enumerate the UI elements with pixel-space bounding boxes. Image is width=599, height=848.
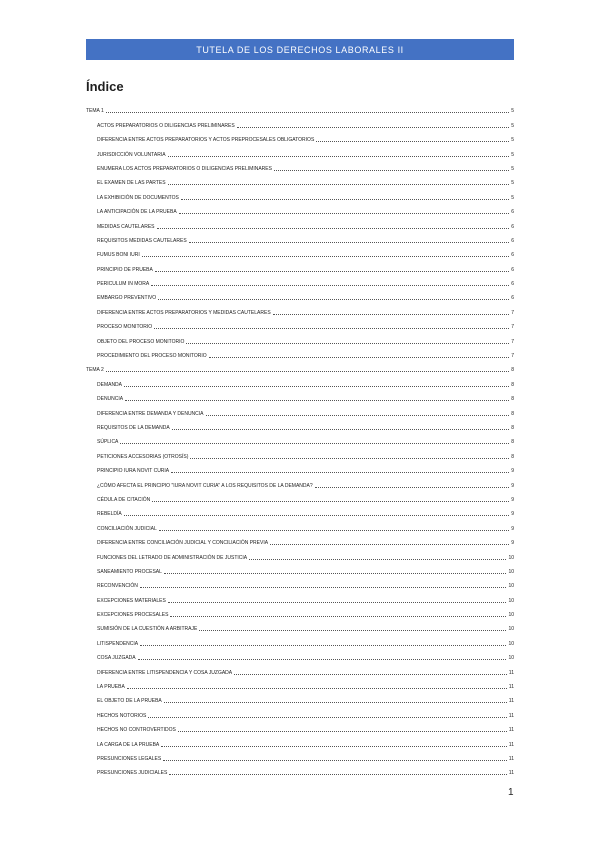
toc-section-entry[interactable] [86, 316, 514, 330]
toc-section-entry[interactable] [86, 561, 514, 575]
toc-entry-page: 11 [508, 684, 514, 691]
toc-dot-leader [190, 458, 509, 459]
toc-section-entry[interactable] [86, 719, 514, 733]
toc-entry-page: 11 [508, 741, 514, 748]
toc-dot-leader [142, 256, 509, 257]
toc-dot-leader [124, 515, 509, 516]
toc-dot-leader [161, 746, 507, 747]
toc-entry-label: DIFERENCIA ENTRE CONCILIACIÓN JUDICIAL Y CONCILIACIÓN PREVIA [97, 540, 269, 547]
toc-entry-page: 7 [511, 309, 514, 316]
toc-entry-page: 7 [511, 338, 514, 345]
toc-entry-page: 11 [508, 669, 514, 676]
toc-section-entry[interactable] [86, 215, 514, 229]
toc-section-entry[interactable] [86, 575, 514, 589]
toc-section-entry[interactable] [86, 589, 514, 603]
toc-entry-label: DIFERENCIA ENTRE ACTOS PREPARATORIOS Y ACTOS PREPROCESALES OBLIGATORIOS [97, 137, 315, 144]
toc-section-entry[interactable] [86, 330, 514, 344]
toc-entry-label: ACTOS PREPARATORIOS O DILIGENCIAS PRELIMINARES [97, 122, 235, 129]
toc-entry-label: CONCILIACIÓN JUDICIAL [97, 525, 157, 532]
toc-entry-page: 9 [511, 482, 514, 489]
toc-dot-leader [249, 559, 506, 560]
toc-section-entry[interactable] [86, 158, 514, 172]
toc-entry-label: DIFERENCIA ENTRE LITISPENDENCIA Y COSA JUZGADA [97, 669, 233, 676]
toc-entry-page: 8 [511, 381, 514, 388]
toc-entry-label: TEMA 1 [86, 108, 104, 115]
toc-entry-page: 6 [511, 252, 514, 259]
toc-section-entry[interactable] [86, 704, 514, 718]
toc-entry-label: LA PRUEBA [97, 684, 125, 691]
toc-dot-leader [206, 415, 510, 416]
toc-section-entry[interactable] [86, 690, 514, 704]
page-number: 1 [508, 787, 514, 798]
toc-dot-leader [315, 487, 510, 488]
toc-section-entry[interactable] [86, 474, 514, 488]
toc-entry-page: 9 [511, 540, 514, 547]
toc-entry-page: 6 [511, 209, 514, 216]
toc-section-entry[interactable] [86, 345, 514, 359]
toc-entry-label: PRINCIPIO DE PRUEBA [97, 266, 153, 273]
toc-entry-page: 5 [511, 165, 514, 172]
toc-dot-leader [186, 343, 509, 344]
toc-dot-leader [106, 371, 509, 372]
toc-entry-label: DEMANDA [97, 381, 123, 388]
toc-entry-page: 8 [511, 439, 514, 446]
toc-dot-leader [151, 285, 509, 286]
toc-dot-leader [181, 199, 509, 200]
toc-entry-label: PETICIONES ACCESORIAS (OTROSÍS) [97, 453, 189, 460]
toc-entry-label: REBELDÍA [97, 511, 122, 518]
toc-entry-label: SUMISIÓN DE LA CUESTIÓN A ARBITRAJE [97, 626, 198, 633]
running-header-bar [86, 39, 514, 60]
toc-dot-leader [179, 213, 510, 214]
toc-dot-leader [168, 184, 510, 185]
toc-entry-page: 10 [508, 554, 514, 561]
toc-section-entry[interactable] [86, 532, 514, 546]
toc-entry-page: 6 [511, 281, 514, 288]
toc-section-entry[interactable] [86, 230, 514, 244]
toc-entry-label: LA ANTICIPACIÓN DE LA PRUEBA [97, 209, 177, 216]
toc-entry-page: 9 [511, 525, 514, 532]
toc-dot-leader [234, 674, 507, 675]
toc-entry-page: 11 [508, 755, 514, 762]
toc-section-entry[interactable] [86, 301, 514, 315]
toc-dot-leader [274, 170, 509, 171]
toc-entry-label: PROCEDIMIENTO DEL PROCESO MONITORIO [97, 353, 207, 360]
toc-entry-page: 8 [511, 396, 514, 403]
toc-dot-leader [157, 228, 510, 229]
toc-entry-page: 10 [508, 597, 514, 604]
toc-section-entry[interactable] [86, 417, 514, 431]
toc-dot-leader [164, 573, 507, 574]
toc-dot-leader [140, 645, 506, 646]
toc-entry-page: 8 [511, 367, 514, 374]
toc-entry-label: EMBARGO PREVENTIVO [97, 295, 157, 302]
toc-entry-label: HECHOS NOTORIOS [97, 712, 147, 719]
toc-entry-page: 8 [511, 410, 514, 417]
toc-entry-page: 11 [508, 727, 514, 734]
toc-entry-label: PERICULUM IN MORA [97, 281, 150, 288]
toc-section-entry[interactable] [86, 258, 514, 272]
toc-entry-page: 9 [511, 468, 514, 475]
toc-entry-label: PRESUNCIONES LEGALES [97, 755, 162, 762]
toc-dot-leader [120, 443, 509, 444]
toc-entry-page: 10 [508, 626, 514, 633]
toc-dot-leader [154, 328, 509, 329]
toc-entry-label: EL EXAMEN DE LAS PARTES [97, 180, 166, 187]
toc-entry-page: 6 [511, 266, 514, 273]
toc-entry-page: 5 [511, 151, 514, 158]
toc-section-entry[interactable] [86, 661, 514, 675]
toc-entry-page: 9 [511, 496, 514, 503]
table-of-contents [86, 100, 514, 776]
toc-entry-page: 6 [511, 295, 514, 302]
toc-section-entry[interactable] [86, 489, 514, 503]
toc-entry-label: TEMA 2 [86, 367, 104, 374]
toc-entry-label: OBJETO DEL PROCESO MONITORIO [97, 338, 185, 345]
toc-entry-label: MEDIDAS CAUTELARES [97, 223, 155, 230]
toc-entry-page: 8 [511, 424, 514, 431]
toc-section-entry[interactable] [86, 143, 514, 157]
toc-section-entry[interactable] [86, 676, 514, 690]
toc-entry-page: 10 [508, 640, 514, 647]
toc-section-entry[interactable] [86, 445, 514, 459]
toc-entry-page: 5 [511, 180, 514, 187]
toc-entry-label: EL OBJETO DE LA PRUEBA [97, 698, 162, 705]
toc-entry-label: ¿CÓMO AFECTA EL PRINCIPIO "IURA NOVIT CURIA" A LOS REQUISITOS DE LA DEMANDA? [97, 482, 313, 489]
toc-section-entry[interactable] [86, 503, 514, 517]
toc-entry-page: 7 [511, 353, 514, 360]
toc-dot-leader [237, 127, 510, 128]
toc-entry-label: REQUISITOS MEDIDAS CAUTELARES [97, 237, 187, 244]
toc-section-entry[interactable] [86, 388, 514, 402]
toc-dot-leader [140, 587, 507, 588]
toc-entry-label: PROCESO MONITORIO [97, 324, 153, 331]
toc-section-entry[interactable] [86, 244, 514, 258]
toc-entry-page: 9 [511, 511, 514, 518]
toc-dot-leader [189, 242, 510, 243]
toc-dot-leader [164, 702, 507, 703]
toc-section-entry[interactable] [86, 517, 514, 531]
toc-chapter-entry[interactable] [86, 100, 514, 114]
toc-entry-label: LA EXHIBICIÓN DE DOCUMENTOS [97, 194, 179, 201]
toc-dot-leader [316, 141, 509, 142]
toc-section-entry[interactable] [86, 129, 514, 143]
toc-section-entry[interactable] [86, 402, 514, 416]
toc-dot-leader [172, 429, 510, 430]
toc-entry-label: SANEAMIENTO PROCESAL [97, 568, 162, 575]
toc-section-entry[interactable] [86, 201, 514, 215]
toc-entry-page: 5 [511, 194, 514, 201]
toc-entry-label: RECONVENCIÓN [97, 583, 138, 590]
toc-dot-leader [270, 544, 509, 545]
toc-entry-label: JURISDICCIÓN VOLUNTARIA [97, 151, 166, 158]
toc-entry-label: COSA JUZGADA [97, 655, 136, 662]
toc-section-entry[interactable] [86, 431, 514, 445]
toc-chapter-entry[interactable] [86, 359, 514, 373]
toc-dot-leader [163, 760, 507, 761]
toc-entry-label: DENUNCIA [97, 396, 124, 403]
toc-dot-leader [168, 156, 510, 157]
toc-section-entry[interactable] [86, 546, 514, 560]
toc-entry-label: EXCEPCIONES MATERIALES [97, 597, 166, 604]
toc-entry-page: 7 [511, 324, 514, 331]
toc-dot-leader [138, 659, 507, 660]
toc-dot-leader [148, 717, 506, 718]
toc-entry-label: EXCEPCIONES PROCESALES [97, 612, 169, 619]
toc-dot-leader [152, 501, 509, 502]
toc-entry-page: 6 [511, 223, 514, 230]
toc-entry-label: FUMUS BONI IURI [97, 252, 140, 259]
toc-entry-page: 10 [508, 583, 514, 590]
toc-entry-label: REQUISITOS DE LA DEMANDA [97, 424, 170, 431]
toc-entry-page: 10 [508, 568, 514, 575]
toc-section-entry[interactable] [86, 647, 514, 661]
toc-heading: Índice [86, 79, 124, 94]
toc-dot-leader [158, 299, 509, 300]
toc-section-entry[interactable] [86, 604, 514, 618]
toc-entry-page: 6 [511, 237, 514, 244]
toc-entry-label: LA CARGA DE LA PRUEBA [97, 741, 160, 748]
toc-entry-page: 11 [508, 712, 514, 719]
toc-entry-page: 5 [511, 137, 514, 144]
toc-entry-label: PRINCIPIO IURA NOVIT CURIA [97, 468, 170, 475]
toc-dot-leader [171, 472, 509, 473]
toc-dot-leader [124, 386, 509, 387]
toc-entry-page: 11 [508, 770, 514, 777]
toc-entry-label: HECHOS NO CONTROVERTIDOS [97, 727, 176, 734]
toc-section-entry[interactable] [86, 762, 514, 776]
toc-section-entry[interactable] [86, 748, 514, 762]
toc-entry-page: 5 [511, 122, 514, 129]
toc-entry-page: 10 [508, 655, 514, 662]
toc-entry-label: ENUMERA LOS ACTOS PREPARATORIOS O DILIGENCIAS PRELIMINARES [97, 165, 272, 172]
toc-section-entry[interactable] [86, 287, 514, 301]
toc-dot-leader [169, 774, 507, 775]
toc-section-entry[interactable] [86, 733, 514, 747]
toc-section-entry[interactable] [86, 273, 514, 287]
toc-dot-leader [273, 314, 510, 315]
toc-entry-page: 10 [508, 612, 514, 619]
toc-entry-page: 8 [511, 453, 514, 460]
toc-section-entry[interactable] [86, 172, 514, 186]
toc-dot-leader [209, 357, 510, 358]
toc-entry-label: DIFERENCIA ENTRE ACTOS PREPARATORIOS Y MEDIDAS CAUTELARES [97, 309, 271, 316]
toc-dot-leader [170, 616, 506, 617]
toc-section-entry[interactable] [86, 460, 514, 474]
toc-entry-page: 11 [508, 698, 514, 705]
toc-section-entry[interactable] [86, 632, 514, 646]
toc-entry-label: LITISPENDENCIA [97, 640, 139, 647]
toc-entry-label: SÚPLICA [97, 439, 119, 446]
toc-section-entry[interactable] [86, 373, 514, 387]
toc-section-entry[interactable] [86, 618, 514, 632]
toc-dot-leader [127, 688, 507, 689]
toc-entry-label: CÉDULA DE CITACIÓN [97, 496, 151, 503]
toc-dot-leader [199, 630, 506, 631]
toc-entry-label: FUNCIONES DEL LETRADO DE ADMINISTRACIÓN DE JUSTICIA [97, 554, 248, 561]
toc-entry-page: 5 [511, 108, 514, 115]
toc-dot-leader [168, 602, 507, 603]
toc-entry-label: DIFERENCIA ENTRE DEMANDA Y DENUNCIA [97, 410, 204, 417]
toc-dot-leader [159, 530, 509, 531]
toc-dot-leader [125, 400, 509, 401]
running-header-title: TUTELA DE LOS DERECHOS LABORALES II [196, 44, 404, 55]
toc-dot-leader [155, 271, 509, 272]
toc-entry-label: PRESUNCIONES JUDICIALES [97, 770, 168, 777]
toc-dot-leader [178, 731, 507, 732]
toc-section-entry[interactable] [86, 186, 514, 200]
toc-dot-leader [106, 112, 509, 113]
toc-section-entry[interactable] [86, 114, 514, 128]
